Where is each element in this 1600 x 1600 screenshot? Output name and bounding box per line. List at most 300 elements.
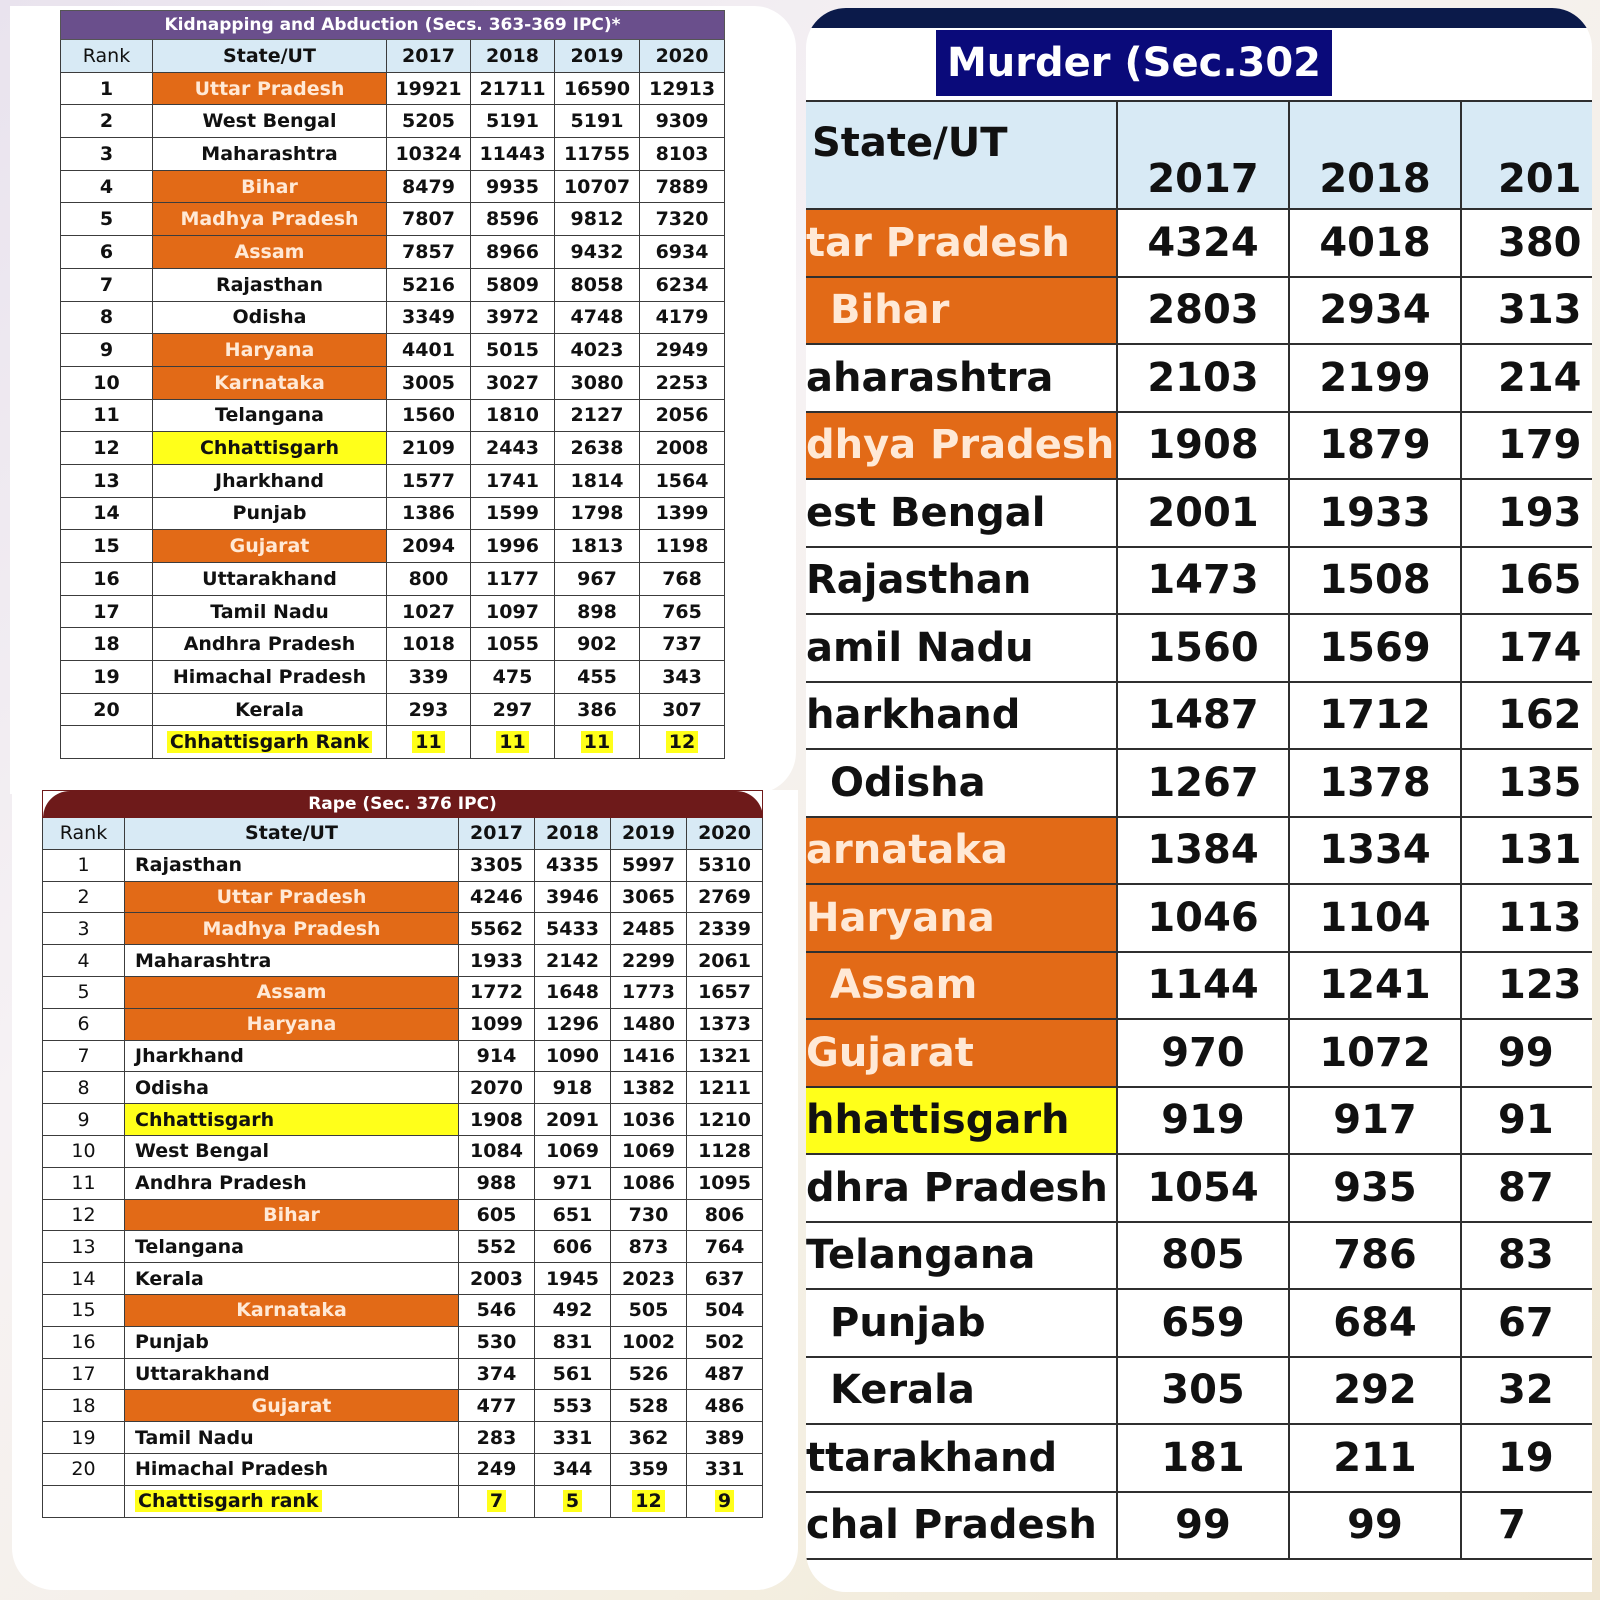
footer-rank-cell	[387, 726, 471, 759]
value-cell: 1577	[387, 464, 471, 497]
column-header-2018: 2018	[1289, 101, 1461, 209]
table-row	[43, 1390, 763, 1422]
state-cell: Tamil Nadu	[153, 595, 387, 628]
footer-rank-cell	[471, 726, 555, 759]
value-cell: 487	[687, 1358, 763, 1390]
value-cell: 2803	[1117, 277, 1289, 345]
value-cell: 917	[1289, 1087, 1461, 1155]
state-cell: Madhya Pradesh	[125, 913, 459, 945]
table-row	[806, 1222, 1592, 1290]
rank-cell: 19	[61, 661, 153, 694]
value-cell: 1508	[1289, 547, 1461, 615]
value-cell: 5216	[387, 268, 471, 301]
footer-rank-cell	[459, 1485, 535, 1517]
value-cell: 3946	[535, 881, 611, 913]
table-row	[43, 945, 763, 977]
rank-cell: 17	[61, 595, 153, 628]
value-cell: 1908	[1117, 412, 1289, 480]
table-row	[806, 277, 1592, 345]
column-header-state: State/UT	[806, 101, 1117, 209]
value-cell: 2299	[611, 945, 687, 977]
state-cell: ttarakhand	[806, 1424, 1117, 1492]
state-cell: Haryana	[153, 334, 387, 367]
table-row	[43, 1294, 763, 1326]
value-cell: 1416	[611, 1040, 687, 1072]
value-cell: 214	[1461, 344, 1592, 412]
value-cell: 1046	[1117, 884, 1289, 952]
rank-cell: 18	[43, 1390, 125, 1422]
value-cell: 4335	[535, 849, 611, 881]
state-cell: Himachal Pradesh	[153, 661, 387, 694]
value-cell: 970	[1117, 1019, 1289, 1087]
rank-cell: 13	[61, 464, 153, 497]
value-cell: 1945	[535, 1263, 611, 1295]
value-cell: 1128	[687, 1135, 763, 1167]
murder-table	[806, 100, 1592, 1560]
value-cell: 7	[1461, 1492, 1592, 1560]
table-row	[43, 1072, 763, 1104]
value-cell: 3080	[555, 366, 640, 399]
state-cell: harkhand	[806, 682, 1117, 750]
rank-cell: 20	[43, 1453, 125, 1485]
table-row	[43, 1167, 763, 1199]
value-cell: 2023	[611, 1263, 687, 1295]
state-cell: arnataka	[806, 817, 1117, 885]
value-cell: 211	[1289, 1424, 1461, 1492]
value-cell: 1095	[687, 1167, 763, 1199]
rank-cell: 5	[61, 203, 153, 236]
value-cell: 9935	[471, 170, 555, 203]
table-row	[43, 1231, 763, 1263]
value-cell: 193	[1461, 479, 1592, 547]
rank-cell: 10	[43, 1135, 125, 1167]
value-cell: 805	[1117, 1222, 1289, 1290]
footer-label	[153, 726, 387, 759]
rank-cell: 18	[61, 628, 153, 661]
footer-rank-value: 7	[487, 1490, 506, 1512]
table-row	[806, 1492, 1592, 1560]
rank-cell: 11	[43, 1167, 125, 1199]
value-cell: 486	[687, 1390, 763, 1422]
table-row	[61, 334, 725, 367]
table-row	[61, 236, 725, 269]
value-cell: 123	[1461, 952, 1592, 1020]
rank-cell: 4	[61, 170, 153, 203]
value-cell: 5562	[459, 913, 535, 945]
table-row	[806, 547, 1592, 615]
value-cell: 10324	[387, 138, 471, 171]
value-cell: 1069	[611, 1135, 687, 1167]
table-row	[43, 1135, 763, 1167]
value-cell: 1177	[471, 563, 555, 596]
state-cell: Chhattisgarh	[125, 1104, 459, 1136]
value-cell: 526	[611, 1358, 687, 1390]
value-cell: 2001	[1117, 479, 1289, 547]
value-cell: 87	[1461, 1154, 1592, 1222]
value-cell: 1211	[687, 1072, 763, 1104]
column-header-state: State/UT	[153, 40, 387, 73]
rank-cell: 19	[43, 1422, 125, 1454]
column-header-2020: 2020	[687, 818, 763, 850]
value-cell: 1002	[611, 1326, 687, 1358]
rape-panel	[12, 790, 798, 1590]
value-cell: 1560	[387, 399, 471, 432]
value-cell: 553	[535, 1390, 611, 1422]
rank-cell: 1	[61, 72, 153, 105]
footer-rank-cell	[640, 726, 725, 759]
table-row	[43, 881, 763, 913]
value-cell: 806	[687, 1199, 763, 1231]
state-cell: Bihar	[153, 170, 387, 203]
value-cell: 1054	[1117, 1154, 1289, 1222]
state-cell: Uttarakhand	[125, 1358, 459, 1390]
table-row	[806, 884, 1592, 952]
value-cell: 2109	[387, 432, 471, 465]
state-cell: Madhya Pradesh	[153, 203, 387, 236]
value-cell: 386	[555, 693, 640, 726]
value-cell: 1480	[611, 1008, 687, 1040]
value-cell: 3027	[471, 366, 555, 399]
state-cell: Odisha	[125, 1072, 459, 1104]
value-cell: 730	[611, 1199, 687, 1231]
value-cell: 2949	[640, 334, 725, 367]
column-header-2018: 2018	[535, 818, 611, 850]
value-cell: 605	[459, 1199, 535, 1231]
value-cell: 919	[1117, 1087, 1289, 1155]
value-cell: 307	[640, 693, 725, 726]
rank-cell: 7	[43, 1040, 125, 1072]
table-row	[61, 693, 725, 726]
state-cell: Tamil Nadu	[125, 1422, 459, 1454]
state-cell: Bihar	[806, 277, 1117, 345]
value-cell: 83	[1461, 1222, 1592, 1290]
state-cell: Maharashtra	[125, 945, 459, 977]
value-cell: 8596	[471, 203, 555, 236]
value-cell: 313	[1461, 277, 1592, 345]
value-cell: 5997	[611, 849, 687, 881]
table-row	[806, 1424, 1592, 1492]
state-cell: Haryana	[125, 1008, 459, 1040]
value-cell: 4324	[1117, 209, 1289, 277]
value-cell: 1334	[1289, 817, 1461, 885]
table-row	[61, 366, 725, 399]
value-cell: 1487	[1117, 682, 1289, 750]
state-cell: Assam	[806, 952, 1117, 1020]
value-cell: 1386	[387, 497, 471, 530]
value-cell: 1321	[687, 1040, 763, 1072]
value-cell: 1378	[1289, 749, 1461, 817]
table-row	[43, 1199, 763, 1231]
value-cell: 7807	[387, 203, 471, 236]
state-cell: Telangana	[125, 1231, 459, 1263]
value-cell: 8058	[555, 268, 640, 301]
value-cell: 528	[611, 1390, 687, 1422]
table-row	[806, 1154, 1592, 1222]
value-cell: 3305	[459, 849, 535, 881]
value-cell: 1027	[387, 595, 471, 628]
table-row	[61, 563, 725, 596]
value-cell: 4179	[640, 301, 725, 334]
state-cell: Jharkhand	[153, 464, 387, 497]
rank-cell: 15	[61, 530, 153, 563]
value-cell: 2127	[555, 399, 640, 432]
rank-cell: 6	[61, 236, 153, 269]
value-cell: 1384	[1117, 817, 1289, 885]
state-cell: Telangana	[806, 1222, 1117, 1290]
value-cell: 1018	[387, 628, 471, 661]
state-cell: Uttarakhand	[153, 563, 387, 596]
value-cell: 561	[535, 1358, 611, 1390]
value-cell: 2070	[459, 1072, 535, 1104]
rank-cell: 14	[61, 497, 153, 530]
rank-cell: 17	[43, 1358, 125, 1390]
value-cell: 1657	[687, 976, 763, 1008]
table-row	[806, 1087, 1592, 1155]
value-cell: 1097	[471, 595, 555, 628]
value-cell: 2142	[535, 945, 611, 977]
value-cell: 331	[535, 1422, 611, 1454]
state-cell: dhya Pradesh	[806, 412, 1117, 480]
state-cell: hhattisgarh	[806, 1087, 1117, 1155]
table-row	[61, 203, 725, 236]
table-row	[61, 138, 725, 171]
column-header-rank: Rank	[43, 818, 125, 850]
rank-cell: 2	[43, 881, 125, 913]
murder-header-band	[806, 8, 1592, 28]
column-header-2018: 2018	[471, 40, 555, 73]
value-cell: 873	[611, 1231, 687, 1263]
state-cell: Jharkhand	[125, 1040, 459, 1072]
rank-cell: 8	[61, 301, 153, 334]
value-cell: 162	[1461, 682, 1592, 750]
table-row	[806, 1357, 1592, 1425]
value-cell: 32	[1461, 1357, 1592, 1425]
value-cell: 6934	[640, 236, 725, 269]
state-cell: Rajasthan	[125, 849, 459, 881]
value-cell: 935	[1289, 1154, 1461, 1222]
rape-table	[42, 790, 763, 1518]
footer-rank-cell	[555, 726, 640, 759]
value-cell: 1072	[1289, 1019, 1461, 1087]
value-cell: 1599	[471, 497, 555, 530]
value-cell: 11755	[555, 138, 640, 171]
value-cell: 67	[1461, 1289, 1592, 1357]
value-cell: 2934	[1289, 277, 1461, 345]
table-row	[61, 661, 725, 694]
table-row	[43, 1263, 763, 1295]
value-cell: 1814	[555, 464, 640, 497]
value-cell: 1813	[555, 530, 640, 563]
rank-cell: 6	[43, 1008, 125, 1040]
value-cell: 651	[535, 1199, 611, 1231]
value-cell: 7889	[640, 170, 725, 203]
value-cell: 898	[555, 595, 640, 628]
table-row	[61, 464, 725, 497]
state-cell: Rajasthan	[153, 268, 387, 301]
value-cell: 455	[555, 661, 640, 694]
table-row	[43, 1326, 763, 1358]
value-cell: 8103	[640, 138, 725, 171]
table-row	[61, 105, 725, 138]
value-cell: 2008	[640, 432, 725, 465]
table-row	[43, 1358, 763, 1390]
value-cell: 764	[687, 1231, 763, 1263]
value-cell: 967	[555, 563, 640, 596]
value-cell: 5433	[535, 913, 611, 945]
value-cell: 339	[387, 661, 471, 694]
rank-cell: 5	[43, 976, 125, 1008]
value-cell: 6234	[640, 268, 725, 301]
value-cell: 1144	[1117, 952, 1289, 1020]
value-cell: 606	[535, 1231, 611, 1263]
value-cell: 918	[535, 1072, 611, 1104]
value-cell: 12913	[640, 72, 725, 105]
value-cell: 737	[640, 628, 725, 661]
value-cell: 359	[611, 1453, 687, 1485]
rank-cell: 16	[61, 563, 153, 596]
value-cell: 293	[387, 693, 471, 726]
value-cell: 9812	[555, 203, 640, 236]
state-cell: Maharashtra	[153, 138, 387, 171]
state-cell: Punjab	[806, 1289, 1117, 1357]
value-cell: 552	[459, 1231, 535, 1263]
value-cell: 902	[555, 628, 640, 661]
rank-cell: 8	[43, 1072, 125, 1104]
value-cell: 4748	[555, 301, 640, 334]
value-cell: 2443	[471, 432, 555, 465]
value-cell: 362	[611, 1422, 687, 1454]
value-cell: 165	[1461, 547, 1592, 615]
rank-cell: 15	[43, 1294, 125, 1326]
value-cell: 113	[1461, 884, 1592, 952]
value-cell: 1104	[1289, 884, 1461, 952]
value-cell: 1996	[471, 530, 555, 563]
value-cell: 988	[459, 1167, 535, 1199]
rank-cell: 1	[43, 849, 125, 881]
value-cell: 21711	[471, 72, 555, 105]
table-row	[806, 614, 1592, 682]
value-cell: 659	[1117, 1289, 1289, 1357]
rank-cell: 12	[43, 1199, 125, 1231]
value-cell: 1090	[535, 1040, 611, 1072]
murder-title: Murder (Sec.302	[936, 30, 1332, 96]
column-header-2017: 2017	[459, 818, 535, 850]
table-row	[43, 1453, 763, 1485]
value-cell: 3065	[611, 881, 687, 913]
value-cell: 1210	[687, 1104, 763, 1136]
value-cell: 99	[1461, 1019, 1592, 1087]
value-cell: 477	[459, 1390, 535, 1422]
rank-cell: 10	[61, 366, 153, 399]
table-row	[43, 1104, 763, 1136]
value-cell: 174	[1461, 614, 1592, 682]
value-cell: 5205	[387, 105, 471, 138]
state-cell: Himachal Pradesh	[125, 1453, 459, 1485]
column-header-2017: 2017	[387, 40, 471, 73]
footer-rank-cell	[687, 1485, 763, 1517]
value-cell: 1648	[535, 976, 611, 1008]
value-cell: 831	[535, 1326, 611, 1358]
table-row	[806, 952, 1592, 1020]
value-cell: 374	[459, 1358, 535, 1390]
state-cell: Uttar Pradesh	[125, 881, 459, 913]
table-row	[806, 1289, 1592, 1357]
table-row	[61, 530, 725, 563]
value-cell: 1382	[611, 1072, 687, 1104]
value-cell: 4018	[1289, 209, 1461, 277]
column-header-2019: 201	[1461, 101, 1592, 209]
value-cell: 3349	[387, 301, 471, 334]
value-cell: 1712	[1289, 682, 1461, 750]
rank-cell: 3	[43, 913, 125, 945]
value-cell: 297	[471, 693, 555, 726]
value-cell: 1933	[1289, 479, 1461, 547]
table-row	[806, 817, 1592, 885]
value-cell: 971	[535, 1167, 611, 1199]
value-cell: 10707	[555, 170, 640, 203]
state-cell: Odisha	[153, 301, 387, 334]
value-cell: 1741	[471, 464, 555, 497]
state-cell: Gujarat	[153, 530, 387, 563]
value-cell: 344	[535, 1453, 611, 1485]
value-cell: 765	[640, 595, 725, 628]
state-cell: est Bengal	[806, 479, 1117, 547]
value-cell: 4023	[555, 334, 640, 367]
value-cell: 380	[1461, 209, 1592, 277]
table-row	[806, 1019, 1592, 1087]
value-cell: 3005	[387, 366, 471, 399]
value-cell: 331	[687, 1453, 763, 1485]
state-cell: Gujarat	[125, 1390, 459, 1422]
state-cell: Gujarat	[806, 1019, 1117, 1087]
rank-cell: 14	[43, 1263, 125, 1295]
footer-row	[61, 726, 725, 759]
value-cell: 5015	[471, 334, 555, 367]
value-cell: 7857	[387, 236, 471, 269]
value-cell: 1069	[535, 1135, 611, 1167]
value-cell: 5310	[687, 849, 763, 881]
footer-label-text: Chattisgarh rank	[135, 1490, 322, 1512]
rank-cell	[61, 726, 153, 759]
table-row	[61, 399, 725, 432]
table-row	[61, 301, 725, 334]
value-cell: 292	[1289, 1357, 1461, 1425]
column-header-rank: Rank	[61, 40, 153, 73]
footer-rank-value: 11	[412, 731, 444, 753]
state-cell: amil Nadu	[806, 614, 1117, 682]
state-cell: West Bengal	[153, 105, 387, 138]
state-cell: Kerala	[806, 1357, 1117, 1425]
value-cell: 1810	[471, 399, 555, 432]
table-row	[61, 595, 725, 628]
value-cell: 16590	[555, 72, 640, 105]
value-cell: 19921	[387, 72, 471, 105]
table-row	[61, 497, 725, 530]
rape-title: Rape (Sec. 376 IPC)	[43, 791, 763, 818]
value-cell: 530	[459, 1326, 535, 1358]
table-row	[806, 682, 1592, 750]
footer-rank-cell	[535, 1485, 611, 1517]
value-cell: 2056	[640, 399, 725, 432]
value-cell: 1198	[640, 530, 725, 563]
value-cell: 2339	[687, 913, 763, 945]
state-cell: aharashtra	[806, 344, 1117, 412]
table-row	[43, 1040, 763, 1072]
value-cell: 1773	[611, 976, 687, 1008]
rank-cell: 4	[43, 945, 125, 977]
rank-cell: 9	[43, 1104, 125, 1136]
value-cell: 11443	[471, 138, 555, 171]
